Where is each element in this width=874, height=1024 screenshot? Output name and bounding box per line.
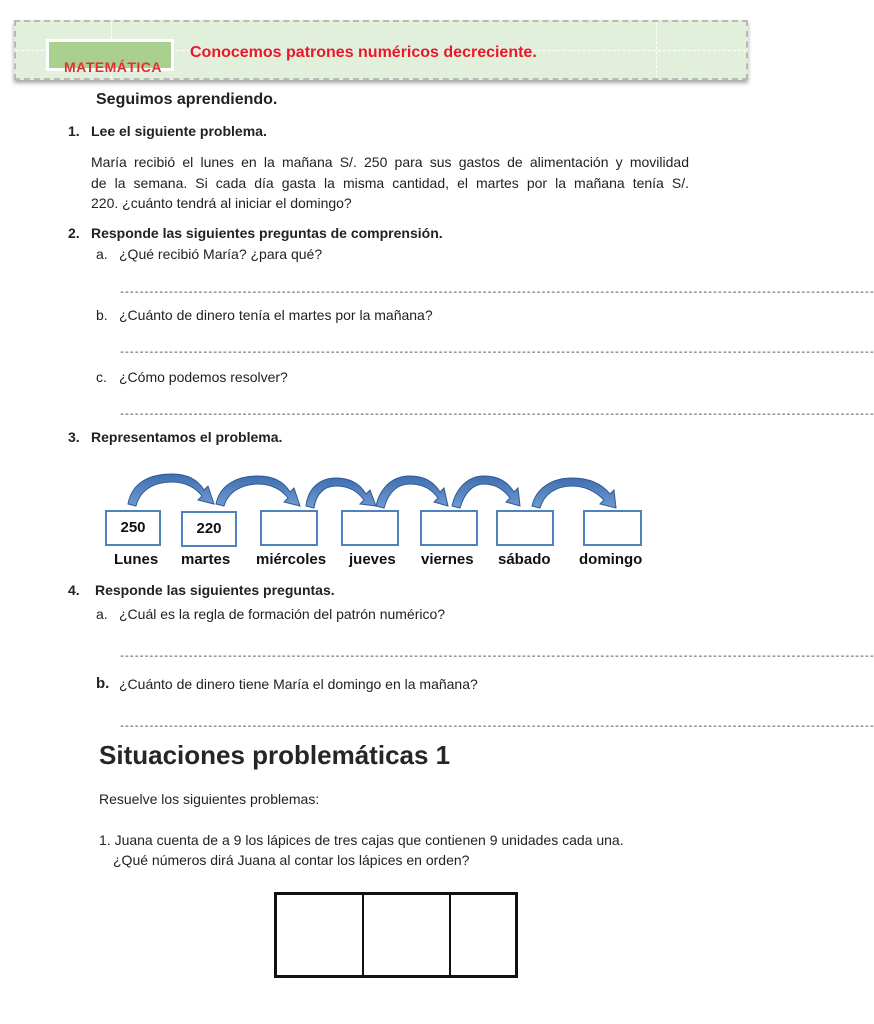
q4b-letter: b.: [96, 675, 110, 692]
q1-label: Lee el siguiente problema.: [91, 123, 267, 139]
answer-line[interactable]: ----------------------------------------------------------------------------------------------------------------------------------------------------------: [119, 348, 874, 359]
answer-table: [274, 892, 518, 978]
day-label: viernes: [421, 551, 474, 568]
answer-cell[interactable]: [277, 895, 364, 975]
situaciones-intro: Resuelve los siguientes problemas:: [99, 791, 320, 807]
q2c-question: ¿Cómo podemos resolver?: [119, 369, 288, 385]
q3-label: Representamos el problema.: [91, 429, 283, 445]
value-box-sabado[interactable]: [496, 510, 554, 546]
header-banner: [14, 20, 748, 80]
arrow-diagram: [0, 460, 768, 516]
situaciones-title: Situaciones problemáticas 1: [99, 740, 451, 770]
day-label: Lunes: [114, 551, 159, 568]
problem-line-3: 220. ¿cuánto tendrá al iniciar el domingo?: [91, 195, 352, 211]
day-label: sábado: [498, 551, 551, 568]
answer-line[interactable]: ----------------------------------------------------------------------------------------------------------------------------------------------------------: [119, 288, 874, 299]
problem-line-1: María recibió el lunes en la mañana S/. 250 para sus gastos de alimentación y movilidad: [91, 154, 689, 170]
q4a-letter: a.: [96, 606, 108, 622]
curved-arrow-icon: [128, 474, 214, 506]
q2-number: 2.: [68, 225, 80, 241]
section-title: Seguimos aprendiendo.: [96, 91, 278, 108]
curved-arrow-icon: [306, 478, 376, 508]
value-box-jueves[interactable]: [341, 510, 399, 546]
answer-line[interactable]: ----------------------------------------------------------------------------------------------------------------------------------------------------------: [119, 410, 874, 421]
value-box-lunes: 250: [105, 510, 161, 546]
curved-arrow-icon: [452, 476, 520, 508]
day-label: martes: [181, 551, 231, 568]
q4-number: 4.: [68, 582, 80, 598]
subject-badge: [46, 39, 174, 75]
curved-arrow-icon: [532, 478, 616, 508]
curved-arrow-icon: [376, 476, 448, 508]
problem-1-statement: 1. Juana cuenta de a 9 los lápices de tres cajas que contienen 9 unidades cada una.: [99, 832, 624, 848]
value-box-martes: 220: [181, 511, 237, 547]
answer-line[interactable]: ----------------------------------------------------------------------------------------------------------------------------------------------------------: [119, 652, 874, 663]
q4-label: Responde las siguientes preguntas.: [95, 582, 335, 598]
q2b-letter: b.: [96, 307, 108, 323]
q2a-letter: a.: [96, 246, 108, 262]
curved-arrow-icon: [216, 476, 300, 506]
day-label: miércoles: [256, 551, 327, 568]
problem-line-2: de la semana. Si cada día gasta la misma cantidad, el martes por la mañana tenía S/.: [91, 175, 689, 191]
q1-number: 1.: [68, 123, 80, 139]
q4a-question: ¿Cuál es la regla de formación del patrón numérico?: [119, 606, 446, 622]
day-label: domingo: [579, 551, 643, 568]
answer-line[interactable]: ----------------------------------------------------------------------------------------------------------------------------------------------------------: [119, 722, 874, 733]
q4b-question: ¿Cuánto de dinero tiene María el domingo en la mañana?: [119, 676, 478, 692]
value-box-viernes[interactable]: [420, 510, 478, 546]
answer-cell[interactable]: [364, 895, 451, 975]
lesson-title: Conocemos patrones numéricos decreciente.: [190, 44, 537, 61]
q3-number: 3.: [68, 429, 80, 445]
value-box-domingo[interactable]: [583, 510, 642, 546]
subject-label: MATEMÁTICA: [63, 59, 163, 75]
value-box-miercoles[interactable]: [260, 510, 318, 546]
q2b-question: ¿Cuánto de dinero tenía el martes por la mañana?: [119, 307, 433, 323]
answer-cell[interactable]: [451, 895, 515, 975]
q2a-question: ¿Qué recibió María? ¿para qué?: [119, 246, 323, 262]
q2-label: Responde las siguientes preguntas de comprensión.: [91, 225, 443, 241]
q2c-letter: c.: [96, 369, 107, 385]
problem-1-question: ¿Qué números dirá Juana al contar los lápices en orden?: [113, 852, 470, 868]
day-label: jueves: [349, 551, 396, 568]
